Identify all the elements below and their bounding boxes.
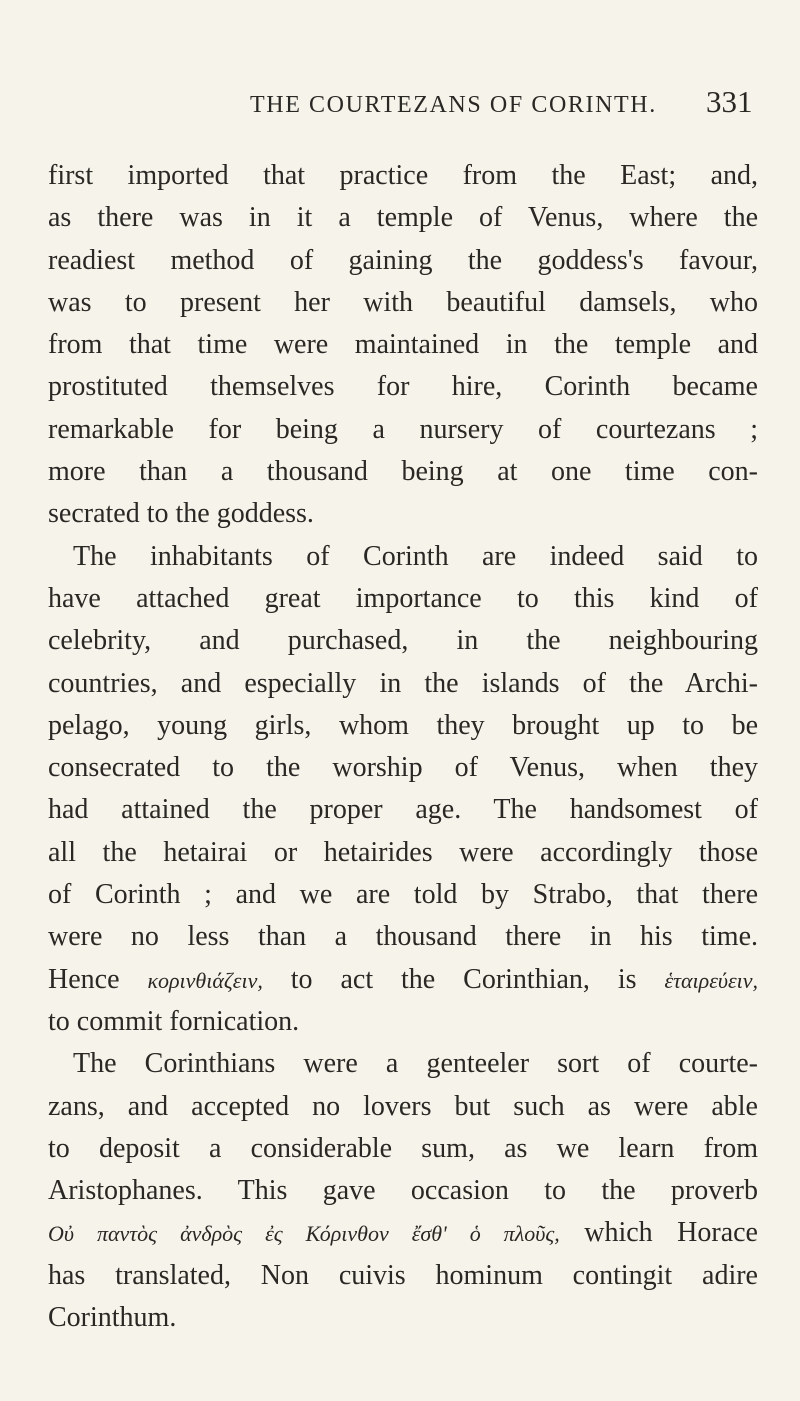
- text-line: pelago, young girls, whom they brought up to be: [48, 709, 758, 741]
- text-line: celebrity, and purchased, in the neighbouring: [48, 625, 758, 657]
- text-line: countries, and especially in the islands of the Archi-: [48, 667, 758, 699]
- text-fragment: Hence: [48, 963, 120, 995]
- text-line: readiest method of gaining the goddess's favour,: [48, 244, 758, 276]
- paragraph-first-line: The inhabitants of Corinth are indeed said to: [73, 540, 758, 572]
- text-line: secrated to the goddess.: [48, 498, 314, 530]
- greek-proverb: Οὐ παντὸς ἀνδρὸς ἐς Κόρινθον ἔσθ' ὁ πλοῦς,: [48, 1221, 560, 1247]
- text-fragment: which Horace: [584, 1217, 758, 1249]
- text-line-with-greek: [48, 1212, 758, 1254]
- greek-word: ἑταιρεύειν,: [664, 967, 759, 993]
- text-line: to deposit a considerable sum, as we learn from: [48, 1132, 758, 1164]
- text-line: first imported that practice from the East; and,: [48, 160, 758, 191]
- text-line: were no less than a thousand there in his time.: [48, 921, 758, 953]
- text-line: of Corinth ; and we are told by Strabo, that there: [48, 879, 758, 911]
- text-line: zans, and accepted no lovers but such as were able: [48, 1090, 758, 1122]
- text-line: had attained the proper age. The handsomest of: [48, 794, 758, 826]
- text-line: Corinthum.: [48, 1302, 177, 1334]
- text-line: remarkable for being a nursery of courtezans ;: [48, 413, 758, 445]
- text-line: prostituted themselves for hire, Corinth became: [48, 371, 758, 403]
- body-text: [48, 155, 758, 1339]
- text-line: to commit fornication.: [48, 1005, 300, 1037]
- text-line: Aristophanes. This gave occasion to the proverb: [48, 1175, 758, 1207]
- text-line-with-greek: [48, 959, 758, 1001]
- text-line: all the hetairai or hetairides were accordingly those: [48, 836, 758, 868]
- text-line: have attached great importance to this kind of: [48, 582, 758, 614]
- greek-word: κορινθιάζειν,: [147, 967, 263, 993]
- text-fragment: to act the Corinthian, is: [290, 963, 637, 995]
- text-line: was to present her with beautiful damsels, who: [48, 286, 758, 318]
- page-number: 331: [706, 84, 753, 119]
- chapter-title: THE COURTEZANS OF CORINTH.: [250, 92, 657, 118]
- text-line: from that time were maintained in the temple and: [48, 329, 758, 361]
- paragraph-first-line: The Corinthians were a genteeler sort of courte-: [73, 1048, 758, 1080]
- text-line: has translated, Non cuivis hominum contingit adire: [48, 1259, 758, 1291]
- text-line: as there was in it a temple of Venus, where the: [48, 202, 758, 234]
- running-head: [0, 84, 800, 132]
- text-line: consecrated to the worship of Venus, when they: [48, 752, 758, 784]
- text-line: more than a thousand being at one time con-: [48, 456, 758, 488]
